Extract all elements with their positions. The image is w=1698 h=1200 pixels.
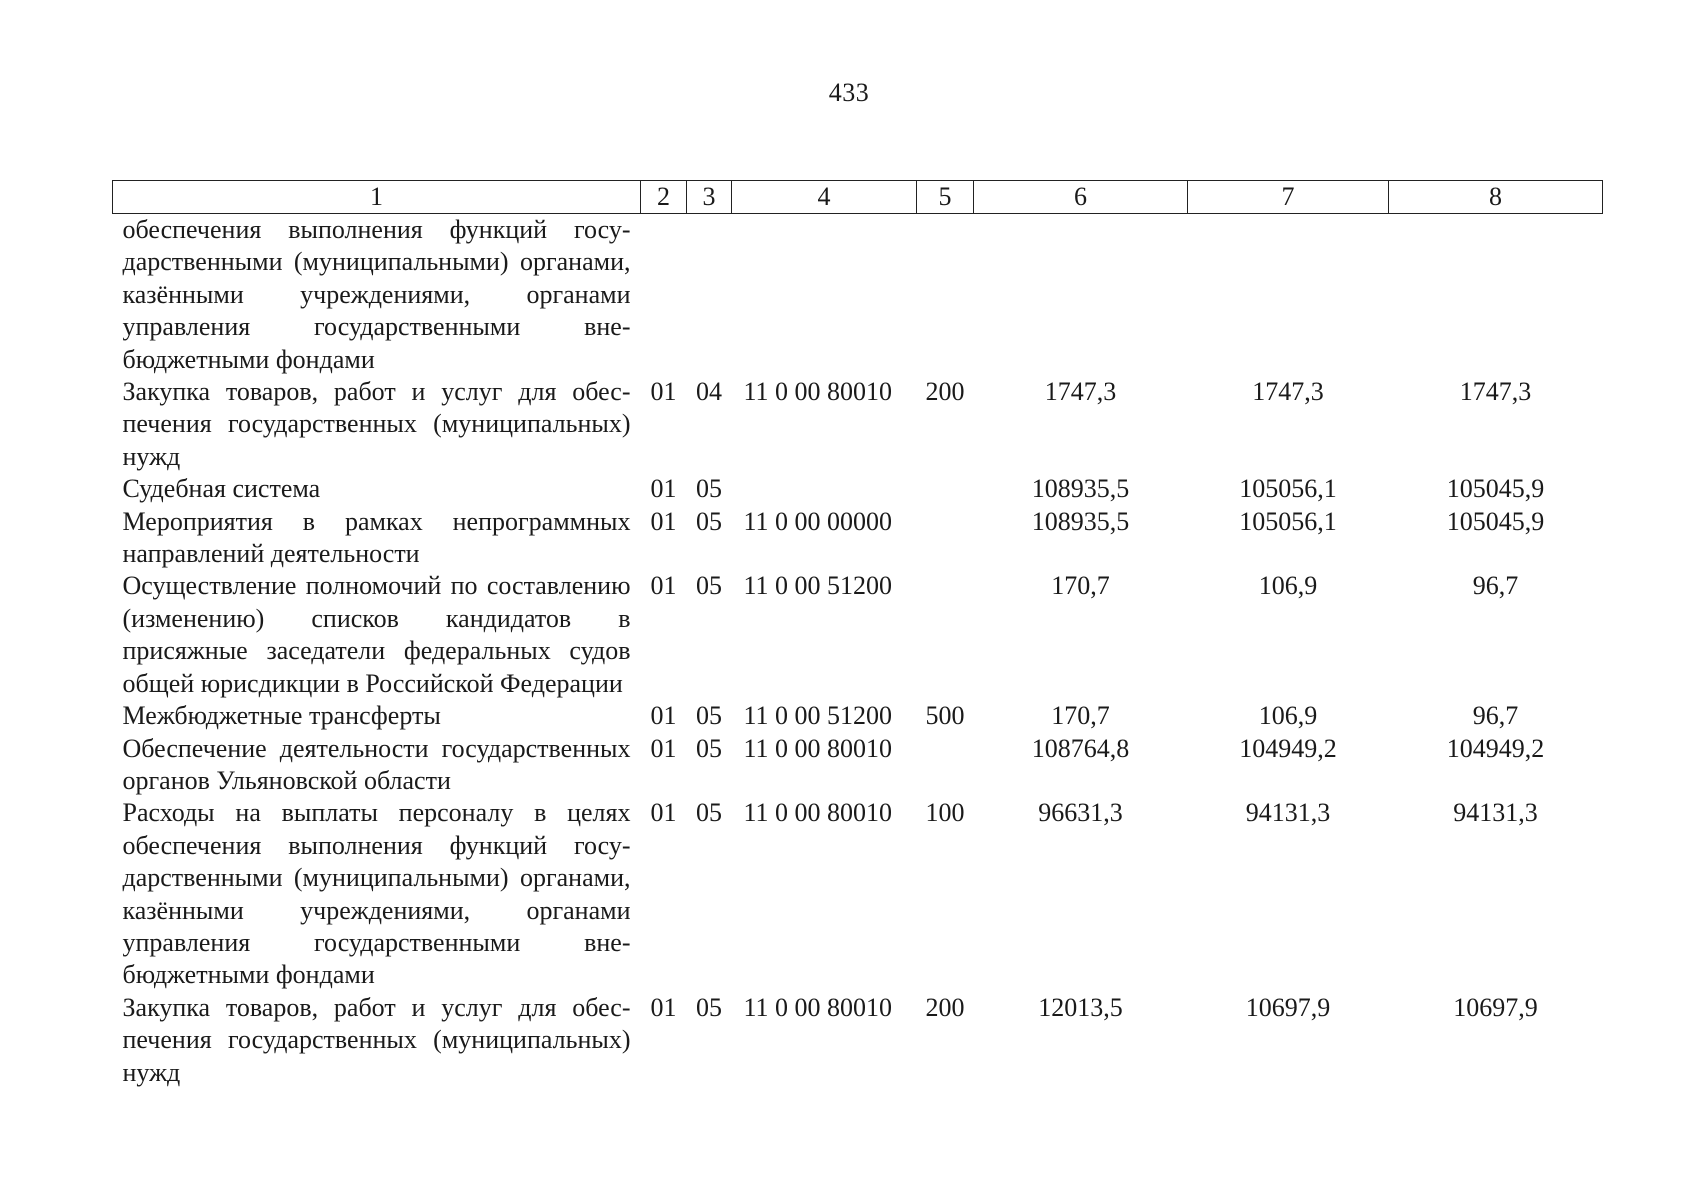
row-section: 01 [650,474,677,504]
row-target-article: 11 0 00 51200 [743,571,893,601]
header-col-5: 5 [917,181,974,214]
row-name: Мероприятия в рамках непрограммных направлений деятельности [122,506,631,569]
table-body [113,214,1603,1089]
table-row [113,733,1603,798]
row-amount-col-6 [974,214,1188,377]
row-subsection [687,214,732,377]
table-row [113,214,1603,377]
table-row [113,570,1603,700]
row-section: 01 [650,798,677,828]
row-subsection: 04 [696,377,722,407]
row-amount-col-7: 106,9 [1258,571,1318,601]
row-expense-type [917,473,974,505]
row-amount-col-8: 104949,2 [1446,733,1545,763]
row-section: 01 [650,992,677,1022]
budget-table [112,180,1603,1089]
row-expense-type [917,506,974,571]
row-amount-col-6: 108935,5 [1031,506,1130,536]
row-amount-col-8: 94131,3 [1453,798,1538,828]
row-section: 01 [650,377,677,407]
row-name: обеспечения выполнения функций государственными (муниципальными) органами, казёнными учреждениями, органами управления государственными внебюджетными фондами [122,215,631,374]
row-expense-type [917,733,974,798]
table-row [113,506,1603,571]
header-col-8: 8 [1389,181,1603,214]
header-col-6: 6 [974,181,1188,214]
row-amount-col-6: 108764,8 [1031,733,1130,763]
row-amount-col-8: 96,7 [1472,701,1519,731]
row-amount-col-7: 106,9 [1258,701,1318,731]
row-amount-col-7: 104949,2 [1239,733,1337,763]
row-amount-col-8: 105045,9 [1446,474,1545,504]
row-name: Закупка товаров, работ и услуг для обеспечения государственных (муниципальных) нужд [122,377,631,471]
row-target-article: 11 0 00 51200 [743,701,893,731]
row-subsection: 05 [696,506,722,536]
row-name: Осуществление полномочий по составлению (изменению) списков кандидатов в присяжные заседатели федеральных судов общей юрисдикции в Российской Федерации [122,571,631,698]
row-amount-col-7: 105056,1 [1239,506,1337,536]
table-row [113,797,1603,991]
header-col-2: 2 [641,181,687,214]
table-header [113,181,1603,214]
row-expense-type: 500 [925,701,965,731]
row-target-article: 11 0 00 00000 [743,506,893,536]
row-target-article [732,473,917,505]
row-amount-col-8: 1747,3 [1459,377,1532,407]
row-amount-col-6: 96631,3 [1038,798,1123,828]
row-amount-col-6: 1747,3 [1044,377,1117,407]
page-number: 433 [828,78,870,107]
row-subsection: 05 [696,992,722,1022]
row-amount-col-7: 94131,3 [1245,798,1331,828]
row-target-article [732,214,917,377]
row-subsection: 05 [696,798,722,828]
row-amount-col-8: 96,7 [1472,571,1519,601]
row-amount-col-8 [1389,214,1603,377]
row-name: Обеспечение деятельности государственных органов Ульяновской области [122,733,631,795]
row-section: 01 [650,506,677,536]
row-amount-col-7 [1188,214,1389,377]
row-target-article: 11 0 00 80010 [743,377,893,407]
row-amount-col-6: 170,7 [1051,571,1110,601]
header-col-7: 7 [1188,181,1389,214]
table-row [113,376,1603,473]
row-name: Закупка товаров, работ и услуг для обеспечения государственных (муниципальных) нужд [122,992,631,1087]
table-row [113,992,1603,1089]
row-subsection: 05 [696,571,722,601]
row-amount-col-8: 105045,9 [1446,506,1545,536]
row-amount-col-7: 1747,3 [1252,377,1324,407]
row-amount-col-6: 12013,5 [1038,992,1123,1022]
row-expense-type [917,570,974,700]
row-amount-col-6: 108935,5 [1031,474,1130,504]
header-col-1: 1 [113,181,641,214]
row-target-article: 11 0 00 80010 [743,992,893,1022]
row-subsection: 05 [696,701,722,731]
row-amount-col-8: 10697,9 [1453,992,1538,1022]
row-name: Судебная система [122,474,321,504]
row-amount-col-6: 170,7 [1051,701,1110,731]
table-row [113,700,1603,732]
header-col-4: 4 [732,181,917,214]
row-amount-col-7: 105056,1 [1239,474,1337,504]
row-expense-type [917,214,974,377]
row-amount-col-7: 10697,9 [1245,992,1331,1022]
row-target-article: 11 0 00 80010 [743,798,893,828]
row-expense-type: 100 [925,798,965,828]
row-name: Межбюджетные трансферты [122,701,441,731]
row-expense-type: 200 [925,992,965,1022]
header-col-3: 3 [687,181,732,214]
row-section: 01 [650,571,677,601]
row-section: 01 [650,701,677,731]
row-section [641,214,687,377]
header-row [113,181,1603,214]
row-target-article: 11 0 00 80010 [743,733,893,763]
row-subsection: 05 [696,474,722,504]
row-subsection: 05 [696,733,722,763]
row-expense-type: 200 [925,377,965,407]
row-section: 01 [650,733,677,763]
table-row [113,473,1603,505]
row-name: Расходы на выплаты персоналу в целях обеспечения выполнения функций государственными (муниципальными) органами, казёнными учреждениями, органами управления государственными внебюджетными фондами [122,798,631,990]
